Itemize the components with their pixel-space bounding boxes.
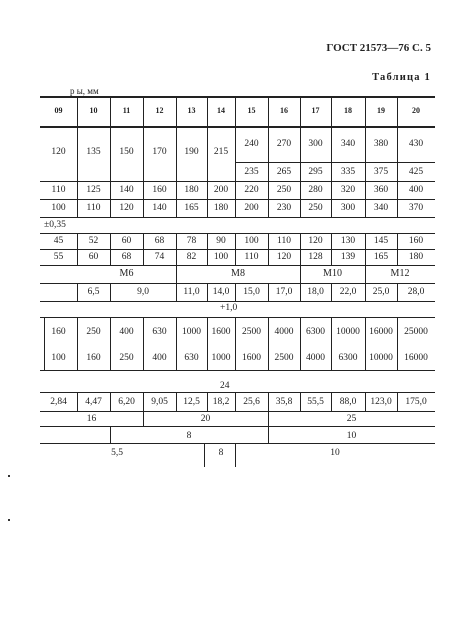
table-cell: 10	[330, 448, 340, 458]
table-cell: 250	[308, 203, 323, 213]
table-cell: 8	[186, 431, 192, 441]
rule	[40, 301, 435, 302]
table-cell: 35,8	[275, 397, 293, 407]
rule	[235, 162, 435, 163]
table-cell: 128	[308, 252, 323, 262]
table-cell: 120	[308, 236, 323, 246]
column-divider	[176, 128, 177, 217]
column-header: 18	[344, 106, 352, 115]
table-cell: 250	[276, 185, 292, 195]
rule	[40, 411, 435, 412]
table-cell: 110	[51, 185, 66, 195]
table-cell: 25000	[404, 327, 428, 337]
document-id: ГОСТ 21573—76 С. 5	[326, 42, 431, 54]
table-cell: 120	[51, 147, 66, 157]
column-divider	[176, 317, 177, 370]
column-divider	[110, 317, 111, 370]
column-header: 19	[377, 106, 385, 115]
rule	[40, 249, 435, 250]
rule	[40, 199, 435, 200]
column-divider	[397, 392, 398, 411]
table-cell: 1000	[211, 353, 231, 363]
table-cell: 160	[152, 185, 167, 195]
rule	[40, 392, 435, 393]
column-header: 15	[247, 106, 256, 115]
table-cell: 130	[340, 236, 356, 246]
table-cell: 180	[408, 252, 424, 262]
table-cell: 400	[152, 353, 167, 363]
table-cell: 165	[184, 203, 199, 213]
table-cell: 300	[308, 139, 323, 149]
table-cell: 11,0	[183, 287, 200, 297]
column-divider	[207, 128, 208, 217]
table-cell: 20	[200, 414, 211, 424]
column-header: 11	[122, 106, 131, 115]
column-divider	[300, 317, 301, 370]
table-cell: 82	[186, 252, 197, 262]
table-cell: 55,5	[307, 397, 324, 407]
column-divider	[331, 98, 332, 126]
column-divider	[268, 317, 269, 370]
table-cell: 16000	[369, 327, 393, 337]
table-cell: 9,05	[151, 397, 168, 407]
table-cell: 160	[408, 236, 424, 246]
table-cell: 8	[218, 448, 224, 458]
column-divider	[331, 392, 332, 411]
table-cell: 9,0	[137, 287, 149, 297]
table-cell: 170	[152, 147, 167, 157]
table-cell: 110	[244, 252, 259, 262]
column-divider	[268, 128, 269, 217]
column-divider	[331, 128, 332, 217]
table-cell: 5,5	[111, 448, 123, 458]
column-divider	[331, 317, 332, 370]
column-divider	[143, 411, 144, 426]
scan-speck	[8, 519, 10, 521]
column-divider	[204, 443, 205, 467]
column-divider	[268, 283, 269, 301]
column-divider	[77, 283, 78, 301]
table-cell: 150	[119, 147, 134, 157]
column-divider	[143, 98, 144, 126]
column-divider	[207, 392, 208, 411]
column-divider	[44, 317, 45, 370]
table-cell: 295	[308, 167, 323, 177]
column-divider	[207, 317, 208, 370]
rule	[40, 370, 435, 371]
column-divider	[143, 128, 144, 217]
table-cell: 6,20	[118, 397, 135, 407]
thread-label: M10	[323, 268, 342, 279]
rule	[40, 443, 435, 444]
table-cell: 180	[213, 203, 229, 213]
table-cell: 180	[184, 185, 199, 195]
rule	[40, 181, 435, 182]
table-cell: 10000	[369, 353, 393, 363]
table-cell: 135	[86, 147, 101, 157]
table-cell: 2500	[274, 353, 294, 363]
units-label: р ы, мм	[70, 86, 99, 96]
rule	[40, 233, 435, 234]
column-header: 13	[187, 106, 196, 115]
table-cell: 110	[277, 236, 291, 246]
table-cell: 88,0	[339, 397, 357, 407]
column-divider	[365, 283, 366, 301]
column-divider	[300, 265, 301, 283]
table-cell: 250	[86, 327, 101, 337]
column-divider	[365, 265, 366, 283]
column-header: 10	[89, 106, 98, 115]
column-divider	[365, 128, 366, 217]
column-divider	[207, 98, 208, 126]
column-divider	[77, 317, 78, 370]
table-cell: 375	[373, 167, 389, 177]
table-cell: 28,0	[407, 287, 425, 297]
table-cell: 52	[88, 236, 99, 246]
table-cell: 6300	[306, 327, 325, 337]
column-divider	[300, 128, 301, 217]
table-cell: 100	[244, 236, 259, 246]
table-cell: 100	[51, 353, 66, 363]
column-divider	[365, 317, 366, 370]
column-header: 12	[155, 106, 164, 115]
table-cell: 16	[86, 414, 97, 424]
column-divider	[268, 392, 269, 411]
column-divider	[300, 98, 301, 126]
table-cell: 139	[340, 252, 356, 262]
table-cell: 380	[373, 139, 389, 149]
table-cell: 120	[276, 252, 292, 262]
table-cell: 230	[276, 203, 292, 213]
table-cell: 190	[184, 147, 199, 157]
column-header: 14	[217, 106, 225, 115]
column-divider	[207, 283, 208, 301]
table-cell: 68	[121, 252, 132, 262]
table-cell: 400	[119, 327, 134, 337]
table-cell: 240	[244, 139, 259, 149]
table-cell: 74	[154, 252, 165, 262]
table-cell: 215	[213, 147, 229, 157]
table-cell: 25,6	[243, 397, 260, 407]
table-cell: 100	[213, 252, 229, 262]
tolerance-1: ±0,35	[44, 220, 66, 230]
thread-label: M6	[119, 268, 134, 279]
table-cell: 175,0	[405, 397, 427, 407]
rule	[40, 426, 435, 427]
table-cell: 4000	[306, 353, 325, 363]
table-cell: 400	[408, 185, 424, 195]
table-cell: 370	[408, 203, 424, 213]
table-cell: 200	[213, 185, 229, 195]
column-divider	[331, 283, 332, 301]
table-cell: 200	[244, 203, 259, 213]
table-cell: 250	[119, 353, 134, 363]
table-cell: 123,0	[370, 397, 392, 407]
table-cell: 17,0	[275, 287, 293, 297]
table-cell: 630	[184, 353, 199, 363]
table-cell: 140	[119, 185, 134, 195]
tolerance-2: +1,0	[220, 303, 238, 313]
table-cell: 270	[276, 139, 292, 149]
table-cell: 340	[373, 203, 389, 213]
column-divider	[176, 283, 177, 301]
table-cell: 125	[86, 185, 101, 195]
column-divider	[235, 128, 236, 217]
column-header: 20	[412, 106, 420, 115]
column-divider	[397, 283, 398, 301]
table-cell: 14,0	[212, 287, 230, 297]
column-header: 16	[280, 106, 288, 115]
rule	[40, 265, 435, 266]
column-divider	[397, 98, 398, 126]
column-divider	[176, 265, 177, 283]
table-cell: 300	[340, 203, 356, 213]
table-cell: 165	[373, 252, 389, 262]
table-cell: 22,0	[339, 287, 357, 297]
table-cell: 100	[51, 203, 66, 213]
table-cell: 25,0	[372, 287, 390, 297]
column-header: 17	[311, 106, 320, 115]
column-divider	[235, 317, 236, 370]
table-cell: 4000	[274, 327, 294, 337]
table-cell: 6,5	[87, 287, 100, 297]
column-divider	[143, 317, 144, 370]
column-divider	[300, 283, 301, 301]
table-cell: 1000	[182, 327, 201, 337]
column-divider	[397, 317, 398, 370]
table-cell: 235	[244, 167, 259, 177]
table-cell: 220	[244, 185, 259, 195]
column-divider	[110, 392, 111, 411]
header-top-rule	[40, 96, 435, 98]
column-divider	[268, 98, 269, 126]
column-divider	[110, 98, 111, 126]
column-divider	[176, 98, 177, 126]
column-header: 09	[54, 106, 63, 115]
table-cell: 160	[51, 327, 66, 337]
rule	[40, 217, 435, 218]
column-divider	[235, 98, 236, 126]
column-divider	[268, 426, 269, 443]
table-cell: 1600	[242, 353, 261, 363]
table-cell: 120	[119, 203, 134, 213]
table-cell: 145	[373, 236, 389, 246]
table-cell: 45	[53, 236, 64, 246]
table-title: Таблица 1	[372, 72, 431, 83]
thread-label: M8	[231, 268, 245, 279]
table-cell: 320	[340, 185, 356, 195]
column-divider	[365, 392, 366, 411]
table-cell: 360	[373, 185, 389, 195]
table-cell: 425	[408, 167, 424, 177]
column-divider	[77, 128, 78, 217]
rule	[40, 317, 435, 318]
table-cell: 18,2	[212, 397, 230, 407]
column-divider	[110, 283, 111, 301]
column-divider	[300, 392, 301, 411]
table-cell: 280	[308, 185, 323, 195]
value-24: 24	[220, 381, 230, 391]
scan-speck	[8, 475, 10, 477]
table-cell: 68	[154, 236, 165, 246]
table-cell: 10	[346, 431, 357, 441]
table-cell: 6300	[338, 353, 358, 363]
column-divider	[235, 392, 236, 411]
table-cell: 55	[53, 252, 64, 262]
table-cell: 25	[346, 414, 357, 424]
table-cell: 340	[340, 139, 356, 149]
column-divider	[235, 443, 236, 467]
table-cell: 1600	[211, 327, 231, 337]
table-cell: 430	[408, 139, 424, 149]
table-cell: 90	[216, 236, 226, 246]
table-cell: 12,5	[183, 397, 200, 407]
table-cell: 60	[88, 252, 99, 262]
table-cell: 78	[186, 236, 197, 246]
table-cell: 160	[86, 353, 101, 363]
table-cell: 265	[276, 167, 292, 177]
table-cell: 15,0	[243, 287, 260, 297]
table-cell: 2,84	[50, 397, 67, 407]
thread-label: M12	[390, 268, 410, 279]
table-cell: 16000	[404, 353, 428, 363]
table-cell: 140	[152, 203, 167, 213]
column-divider	[176, 392, 177, 411]
header-bottom-rule	[40, 126, 435, 128]
table-cell: 2500	[242, 327, 261, 337]
column-divider	[143, 392, 144, 411]
rule	[40, 283, 435, 284]
table-cell: 60	[121, 236, 132, 246]
table-cell: 4,47	[85, 397, 102, 407]
table-cell: 110	[86, 203, 101, 213]
column-divider	[110, 128, 111, 217]
column-divider	[77, 392, 78, 411]
table-cell: 10000	[336, 327, 360, 337]
column-divider	[235, 283, 236, 301]
column-divider	[77, 98, 78, 126]
table-cell: 335	[340, 167, 356, 177]
table-cell: 630	[152, 327, 167, 337]
column-divider	[397, 128, 398, 217]
column-divider	[365, 98, 366, 126]
table-cell: 18,0	[307, 287, 324, 297]
column-divider	[110, 426, 111, 443]
column-divider	[268, 411, 269, 426]
